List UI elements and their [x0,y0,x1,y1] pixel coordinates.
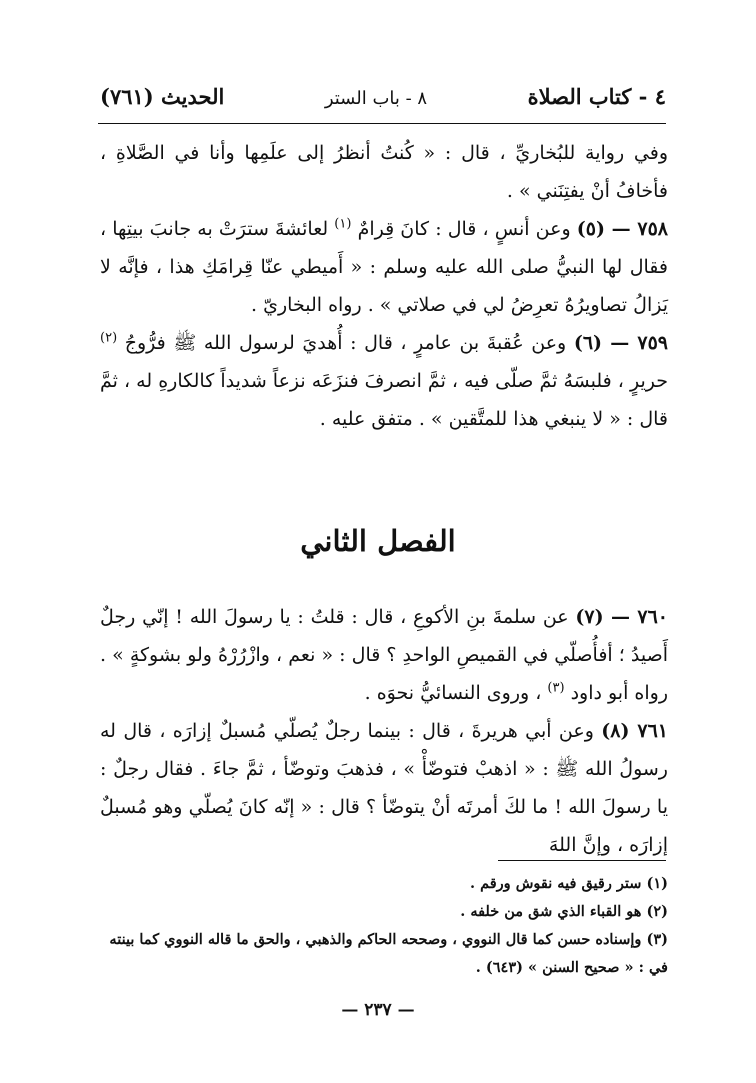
footnote-ref: (٢) [100,330,118,346]
paragraph-hadith-759: ٧٥٩ — (٦) وعن عُقبةَ بن عامرٍ ، قال : أُهديَ لرسول الله ﷺ فرُّوجُ $^{(٢)}$ حريرٍ ، فلبسَهُ ثمَّ صلّى فيه ، ثمَّ انصرفَ فنزَعَه نزعاً شديداً كالكارهِ له ، ثمَّ قال : « لا ينبغي هذا للمتَّقين » . متفق عليه . [100,330,668,430]
hadith-number: ٧٥٨ — (٥) [576,218,668,240]
paragraph-hadith-761: ٧٦١ (٨) وعن أبي هريرةَ ، قال : بينما رجلٌ يُصلّي مُسبلٌ إزارَه ، قال له رسولُ الله ﷺ : « اذهبْ فتوضّأْ » ، فذهبَ وتوضّأ ، ثمَّ جاءَ . فقال رجلٌ : يا رسولَ الله ! ما لكَ أمرتَه أنْ يتوضّأ ؟ قال : « إنّه كانَ يُصلّي وهو مُسبلٌ إزارَه ، وإنَّ اللهَ [100,720,668,856]
footnotes [92,870,668,982]
paragraph-hadith-760: ٧٦٠ — (٧) عن سلمةَ بنِ الأكوعِ ، قال : قلتُ : يا رسولَ الله ! إنّي رجلٌ أَصيدُ ؛ أفأُصلّي في القميصِ الواحدِ ؟ قال : « نعم ، وازْرُرْهُ ولو بشوكةٍ » . رواه أبو داود $^{(٣)}$ ، وروى النسائيُّ نحوَه . [100,606,668,704]
footnote-rule [498,860,666,861]
hadith-number: ٧٥٩ — (٦) [573,332,668,354]
footnote-3: (٣) وإسناده حسن كما قال النووي ، وصححه الحاكم والذهبي ، والحق ما قاله النووي كما بينته في : « صحيح السنن » (٦٤٣) . [109,931,668,976]
paragraph-hadith-758: ٧٥٨ — (٥) وعن أنسٍ ، قال : كانَ قِرامٌ $^{(١)}$ لعائشةَ سترَتْ به جانبَ بيتِها ، فقال لها النبيُّ صلى الله عليه وسلم : « أَميطي عنّا قِرامَكِ هذا ، فإنَّه لا يَزالُ تصاويرُهُ تعرِضُ لي في صلاتي » . رواه البخاريّ . [100,216,668,316]
header-rule [98,123,666,124]
text-block-top [100,134,668,438]
hadith-number: ٧٦١ (٨) [601,720,668,742]
chapter-title: ٤ - كتاب الصلاة [527,84,666,109]
page-number: — ٢٣٧ — [341,1000,415,1020]
section-heading: الفصل الثاني [300,524,456,558]
hadith-range: الحديث (٧٦١) [100,84,225,109]
section-title-header: ٨ - باب الستر [324,88,428,109]
footnote-ref: (١) [334,216,352,232]
running-header [100,84,666,109]
hadith-number: ٧٦٠ — (٧) [575,606,668,628]
footnote-1: (١) ستر رقيق فيه نقوش ورقم . [469,875,668,892]
footnote-ref: (٣) [547,680,565,696]
paragraph-bukhari-narration: وفي رواية للبُخاريِّ ، قال : « كُنتُ أنظرُ إلى علَمِها وأنا في الصَّلاةِ ، فأخافُ أنْ يفتِنَني » . [100,142,668,202]
footnote-2: (٢) هو القباء الذي شق من خلفه . [460,903,668,920]
text-block-bottom [100,598,668,864]
